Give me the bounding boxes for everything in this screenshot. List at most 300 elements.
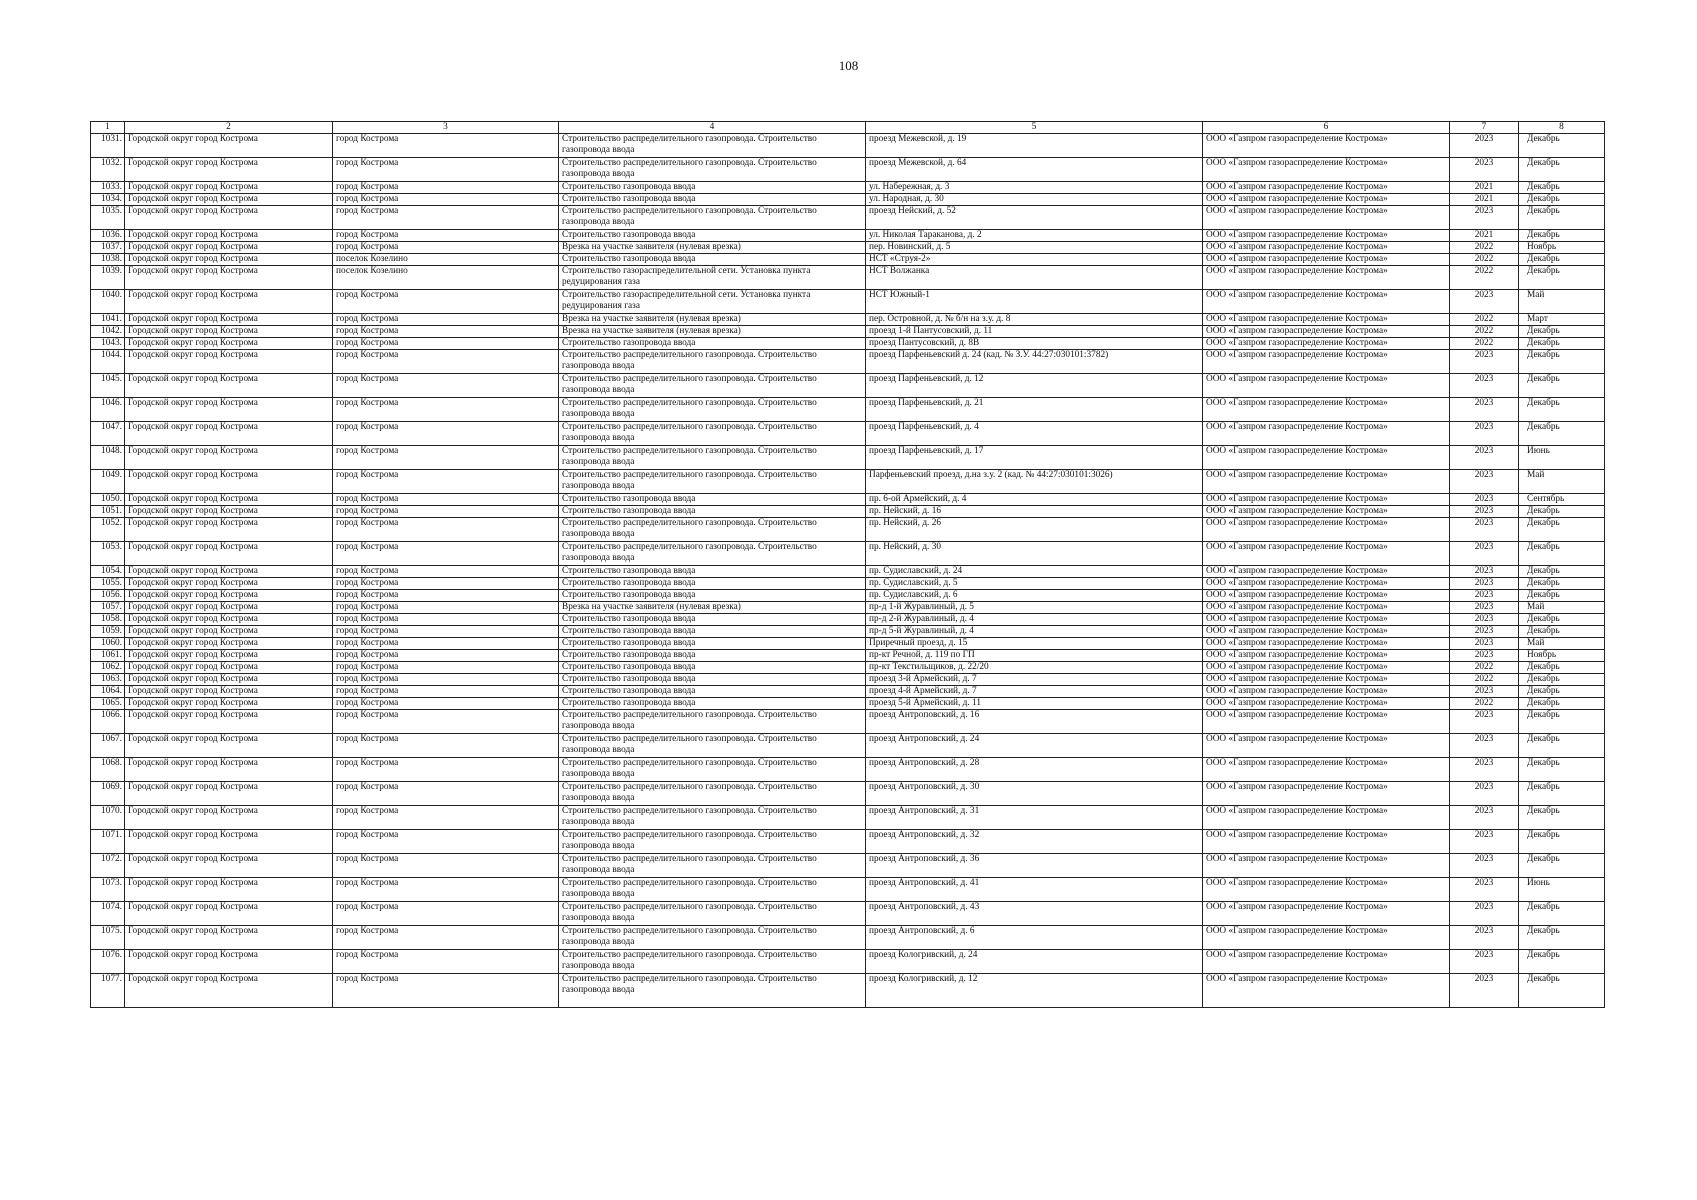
work-cell: Строительство газопровода ввода [559, 566, 866, 578]
year-cell: 2023 [1450, 806, 1519, 830]
locality-cell: город Кострома [333, 854, 559, 878]
table-row [91, 206, 1605, 230]
year-cell: 2023 [1450, 854, 1519, 878]
organization-cell: ООО «Газпром газораспределение Кострома» [1203, 566, 1450, 578]
organization-cell: ООО «Газпром газораспределение Кострома» [1203, 518, 1450, 542]
table-row [91, 182, 1605, 194]
district-cell: Городской округ город Кострома [125, 290, 333, 314]
address-cell: пр. Нейский, д. 16 [866, 506, 1203, 518]
table-row [91, 494, 1605, 506]
row-number: 1066. [91, 710, 125, 734]
district-cell: Городской округ город Кострома [125, 638, 333, 650]
month-cell: Декабрь [1519, 194, 1605, 206]
district-cell: Городской округ город Кострома [125, 314, 333, 326]
column-header: 8 [1519, 122, 1605, 134]
column-header: 3 [333, 122, 559, 134]
row-number: 1037. [91, 242, 125, 254]
table-row [91, 686, 1605, 698]
year-cell: 2023 [1450, 614, 1519, 626]
organization-cell: ООО «Газпром газораспределение Кострома» [1203, 926, 1450, 950]
month-cell: Декабрь [1519, 566, 1605, 578]
month-cell: Декабрь [1519, 266, 1605, 290]
address-cell: пер. Новинский, д. 5 [866, 242, 1203, 254]
address-cell: проезд Антроповский, д. 43 [866, 902, 1203, 926]
organization-cell: ООО «Газпром газораспределение Кострома» [1203, 494, 1450, 506]
locality-cell: город Кострома [333, 134, 559, 158]
locality-cell: город Кострома [333, 158, 559, 182]
column-header: 6 [1203, 122, 1450, 134]
month-cell: Декабрь [1519, 902, 1605, 926]
month-cell: Декабрь [1519, 542, 1605, 566]
work-cell: Строительство распределительного газопровода. Строительство газопровода ввода [559, 830, 866, 854]
district-cell: Городской округ город Кострома [125, 326, 333, 338]
work-cell: Строительство газораспределительной сети. Установка пункта редуцирования газа [559, 266, 866, 290]
district-cell: Городской округ город Кострома [125, 206, 333, 230]
district-cell: Городской округ город Кострома [125, 506, 333, 518]
table-row [91, 662, 1605, 674]
district-cell: Городской округ город Кострома [125, 446, 333, 470]
district-cell: Городской округ город Кострома [125, 194, 333, 206]
work-cell: Строительство газораспределительной сети. Установка пункта редуцирования газа [559, 290, 866, 314]
address-cell: проезд Кологривский, д. 24 [866, 950, 1203, 974]
row-number: 1060. [91, 638, 125, 650]
month-cell: Ноябрь [1519, 242, 1605, 254]
month-cell: Декабрь [1519, 590, 1605, 602]
row-number: 1058. [91, 614, 125, 626]
address-cell: проезд Парфеньевский, д. 17 [866, 446, 1203, 470]
district-cell: Городской округ город Кострома [125, 158, 333, 182]
work-cell: Строительство распределительного газопровода. Строительство газопровода ввода [559, 902, 866, 926]
work-cell: Строительство газопровода ввода [559, 638, 866, 650]
locality-cell: город Кострома [333, 950, 559, 974]
work-cell: Строительство распределительного газопровода. Строительство газопровода ввода [559, 806, 866, 830]
month-cell: Июнь [1519, 878, 1605, 902]
organization-cell: ООО «Газпром газораспределение Кострома» [1203, 446, 1450, 470]
row-number: 1039. [91, 266, 125, 290]
district-cell: Городской округ город Кострома [125, 590, 333, 602]
month-cell: Декабрь [1519, 734, 1605, 758]
work-cell: Строительство распределительного газопровода. Строительство газопровода ввода [559, 134, 866, 158]
month-cell: Декабрь [1519, 974, 1605, 1008]
month-cell: Ноябрь [1519, 650, 1605, 662]
address-cell: проезд Парфеньевский, д. 21 [866, 398, 1203, 422]
month-cell: Май [1519, 638, 1605, 650]
table-row [91, 506, 1605, 518]
year-cell: 2023 [1450, 134, 1519, 158]
year-cell: 2023 [1450, 782, 1519, 806]
month-cell: Март [1519, 314, 1605, 326]
organization-cell: ООО «Газпром газораспределение Кострома» [1203, 698, 1450, 710]
table-row [91, 806, 1605, 830]
table-row [91, 902, 1605, 926]
locality-cell: город Кострома [333, 830, 559, 854]
year-cell: 2023 [1450, 686, 1519, 698]
organization-cell: ООО «Газпром газораспределение Кострома» [1203, 854, 1450, 878]
organization-cell: ООО «Газпром газораспределение Кострома» [1203, 830, 1450, 854]
table-row [91, 350, 1605, 374]
locality-cell: город Кострома [333, 926, 559, 950]
organization-cell: ООО «Газпром газораспределение Кострома» [1203, 338, 1450, 350]
locality-cell: поселок Козелино [333, 254, 559, 266]
table-row [91, 446, 1605, 470]
work-cell: Строительство распределительного газопровода. Строительство газопровода ввода [559, 854, 866, 878]
organization-cell: ООО «Газпром газораспределение Кострома» [1203, 230, 1450, 242]
row-number: 1035. [91, 206, 125, 230]
work-cell: Строительство газопровода ввода [559, 662, 866, 674]
work-cell: Строительство распределительного газопровода. Строительство газопровода ввода [559, 734, 866, 758]
work-cell: Строительство распределительного газопровода. Строительство газопровода ввода [559, 974, 866, 1008]
row-number: 1049. [91, 470, 125, 494]
district-cell: Городской округ город Кострома [125, 602, 333, 614]
locality-cell: город Кострома [333, 350, 559, 374]
work-cell: Строительство газопровода ввода [559, 698, 866, 710]
year-cell: 2022 [1450, 326, 1519, 338]
district-cell: Городской округ город Кострома [125, 338, 333, 350]
organization-cell: ООО «Газпром газораспределение Кострома» [1203, 578, 1450, 590]
table-row [91, 650, 1605, 662]
year-cell: 2023 [1450, 602, 1519, 614]
year-cell: 2022 [1450, 674, 1519, 686]
address-cell: пр. Нейский, д. 26 [866, 518, 1203, 542]
work-cell: Строительство распределительного газопровода. Строительство газопровода ввода [559, 158, 866, 182]
work-cell: Строительство газопровода ввода [559, 626, 866, 638]
organization-cell: ООО «Газпром газораспределение Кострома» [1203, 206, 1450, 230]
month-cell: Декабрь [1519, 398, 1605, 422]
address-cell: ул. Набережная, д. 3 [866, 182, 1203, 194]
locality-cell: город Кострома [333, 686, 559, 698]
work-cell: Строительство газопровода ввода [559, 338, 866, 350]
row-number: 1073. [91, 878, 125, 902]
address-cell: проезд Антроповский, д. 36 [866, 854, 1203, 878]
work-cell: Строительство газопровода ввода [559, 494, 866, 506]
year-cell: 2022 [1450, 338, 1519, 350]
table-row [91, 290, 1605, 314]
organization-cell: ООО «Газпром газораспределение Кострома» [1203, 350, 1450, 374]
table-row [91, 590, 1605, 602]
work-cell: Строительство распределительного газопровода. Строительство газопровода ввода [559, 782, 866, 806]
work-cell: Строительство газопровода ввода [559, 590, 866, 602]
year-cell: 2023 [1450, 494, 1519, 506]
address-cell: проезд Антроповский, д. 24 [866, 734, 1203, 758]
organization-cell: ООО «Газпром газораспределение Кострома» [1203, 626, 1450, 638]
month-cell: Декабрь [1519, 326, 1605, 338]
work-cell: Строительство распределительного газопровода. Строительство газопровода ввода [559, 518, 866, 542]
locality-cell: город Кострома [333, 650, 559, 662]
work-cell: Строительство газопровода ввода [559, 230, 866, 242]
year-cell: 2023 [1450, 638, 1519, 650]
table-body [91, 134, 1605, 1008]
year-cell: 2023 [1450, 590, 1519, 602]
row-number: 1075. [91, 926, 125, 950]
district-cell: Городской округ город Кострома [125, 518, 333, 542]
address-cell: ул. Николая Тараканова, д. 2 [866, 230, 1203, 242]
row-number: 1076. [91, 950, 125, 974]
row-number: 1050. [91, 494, 125, 506]
locality-cell: город Кострома [333, 782, 559, 806]
work-cell: Строительство газопровода ввода [559, 614, 866, 626]
organization-cell: ООО «Газпром газораспределение Кострома» [1203, 902, 1450, 926]
table-row [91, 398, 1605, 422]
table-row [91, 638, 1605, 650]
address-cell: проезд Кологривский, д. 12 [866, 974, 1203, 1008]
district-cell: Городской округ город Кострома [125, 134, 333, 158]
address-cell: пр. 6-ой Армейский, д. 4 [866, 494, 1203, 506]
locality-cell: город Кострома [333, 194, 559, 206]
address-cell: проезд 1-й Пантусовский, д. 11 [866, 326, 1203, 338]
locality-cell: город Кострома [333, 182, 559, 194]
locality-cell: город Кострома [333, 698, 559, 710]
district-cell: Городской округ город Кострома [125, 494, 333, 506]
month-cell: Декабрь [1519, 626, 1605, 638]
month-cell: Май [1519, 290, 1605, 314]
month-cell: Декабрь [1519, 422, 1605, 446]
month-cell: Декабрь [1519, 686, 1605, 698]
month-cell: Декабрь [1519, 230, 1605, 242]
address-cell: проезд Пантусовский, д. 8В [866, 338, 1203, 350]
row-number: 1069. [91, 782, 125, 806]
organization-cell: ООО «Газпром газораспределение Кострома» [1203, 290, 1450, 314]
work-cell: Врезка на участке заявителя (нулевая врезка) [559, 242, 866, 254]
row-number: 1062. [91, 662, 125, 674]
table-row [91, 974, 1605, 1008]
locality-cell: поселок Козелино [333, 266, 559, 290]
organization-cell: ООО «Газпром газораспределение Кострома» [1203, 638, 1450, 650]
row-number: 1040. [91, 290, 125, 314]
month-cell: Декабрь [1519, 854, 1605, 878]
organization-cell: ООО «Газпром газораспределение Кострома» [1203, 662, 1450, 674]
address-cell: проезд Парфеньевский д. 24 (кад. № З.У. 44:27:030101:3782) [866, 350, 1203, 374]
organization-cell: ООО «Газпром газораспределение Кострома» [1203, 470, 1450, 494]
work-cell: Строительство распределительного газопровода. Строительство газопровода ввода [559, 206, 866, 230]
table-row [91, 614, 1605, 626]
address-cell: проезд Антроповский, д. 31 [866, 806, 1203, 830]
district-cell: Городской округ город Кострома [125, 422, 333, 446]
organization-cell: ООО «Газпром газораспределение Кострома» [1203, 158, 1450, 182]
column-number-row [91, 122, 1605, 134]
district-cell: Городской округ город Кострома [125, 350, 333, 374]
year-cell: 2021 [1450, 182, 1519, 194]
locality-cell: город Кострома [333, 974, 559, 1008]
row-number: 1045. [91, 374, 125, 398]
work-cell: Строительство распределительного газопровода. Строительство газопровода ввода [559, 710, 866, 734]
work-cell: Строительство распределительного газопровода. Строительство газопровода ввода [559, 398, 866, 422]
organization-cell: ООО «Газпром газораспределение Кострома» [1203, 398, 1450, 422]
locality-cell: город Кострома [333, 242, 559, 254]
month-cell: Декабрь [1519, 674, 1605, 686]
row-number: 1041. [91, 314, 125, 326]
year-cell: 2023 [1450, 578, 1519, 590]
district-cell: Городской округ город Кострома [125, 950, 333, 974]
work-cell: Строительство распределительного газопровода. Строительство газопровода ввода [559, 950, 866, 974]
row-number: 1047. [91, 422, 125, 446]
row-number: 1032. [91, 158, 125, 182]
column-header: 7 [1450, 122, 1519, 134]
locality-cell: город Кострома [333, 422, 559, 446]
organization-cell: ООО «Газпром газораспределение Кострома» [1203, 182, 1450, 194]
address-cell: проезд Антроповский, д. 30 [866, 782, 1203, 806]
month-cell: Май [1519, 470, 1605, 494]
locality-cell: город Кострома [333, 398, 559, 422]
locality-cell: город Кострома [333, 614, 559, 626]
row-number: 1074. [91, 902, 125, 926]
address-cell: Приречный проезд, д. 15 [866, 638, 1203, 650]
address-cell: проезд 3-й Армейский, д. 7 [866, 674, 1203, 686]
organization-cell: ООО «Газпром газораспределение Кострома» [1203, 542, 1450, 566]
month-cell: Декабрь [1519, 662, 1605, 674]
row-number: 1063. [91, 674, 125, 686]
district-cell: Городской округ город Кострома [125, 758, 333, 782]
address-cell: проезд Межевской, д. 64 [866, 158, 1203, 182]
locality-cell: город Кострома [333, 230, 559, 242]
year-cell: 2022 [1450, 662, 1519, 674]
organization-cell: ООО «Газпром газораспределение Кострома» [1203, 974, 1450, 1008]
address-cell: проезд Антроповский, д. 32 [866, 830, 1203, 854]
work-cell: Врезка на участке заявителя (нулевая врезка) [559, 602, 866, 614]
district-cell: Городской округ город Кострома [125, 230, 333, 242]
locality-cell: город Кострома [333, 314, 559, 326]
address-cell: проезд Нейский, д. 52 [866, 206, 1203, 230]
organization-cell: ООО «Газпром газораспределение Кострома» [1203, 590, 1450, 602]
work-cell: Строительство газопровода ввода [559, 686, 866, 698]
district-cell: Городской округ город Кострома [125, 698, 333, 710]
work-cell: Строительство газопровода ввода [559, 578, 866, 590]
row-number: 1043. [91, 338, 125, 350]
work-cell: Строительство газопровода ввода [559, 674, 866, 686]
row-number: 1048. [91, 446, 125, 470]
row-number: 1071. [91, 830, 125, 854]
month-cell: Сентябрь [1519, 494, 1605, 506]
district-cell: Городской округ город Кострома [125, 782, 333, 806]
year-cell: 2023 [1450, 518, 1519, 542]
organization-cell: ООО «Газпром газораспределение Кострома» [1203, 782, 1450, 806]
address-cell: пр. Судиславский, д. 5 [866, 578, 1203, 590]
month-cell: Май [1519, 602, 1605, 614]
district-cell: Городской округ город Кострома [125, 650, 333, 662]
address-cell: пр-д 1-й Журавлиный, д. 5 [866, 602, 1203, 614]
row-number: 1046. [91, 398, 125, 422]
work-cell: Строительство распределительного газопровода. Строительство газопровода ввода [559, 758, 866, 782]
locality-cell: город Кострома [333, 518, 559, 542]
year-cell: 2023 [1450, 650, 1519, 662]
work-cell: Строительство распределительного газопровода. Строительство газопровода ввода [559, 926, 866, 950]
year-cell: 2023 [1450, 566, 1519, 578]
table-row [91, 878, 1605, 902]
month-cell: Декабрь [1519, 338, 1605, 350]
organization-cell: ООО «Газпром газораспределение Кострома» [1203, 950, 1450, 974]
table-row [91, 470, 1605, 494]
locality-cell: город Кострома [333, 590, 559, 602]
year-cell: 2023 [1450, 830, 1519, 854]
table-row [91, 566, 1605, 578]
row-number: 1061. [91, 650, 125, 662]
district-cell: Городской округ город Кострома [125, 182, 333, 194]
district-cell: Городской округ город Кострома [125, 398, 333, 422]
work-cell: Строительство газопровода ввода [559, 650, 866, 662]
year-cell: 2022 [1450, 698, 1519, 710]
table-row [91, 674, 1605, 686]
organization-cell: ООО «Газпром газораспределение Кострома» [1203, 614, 1450, 626]
table-row [91, 698, 1605, 710]
work-cell: Строительство газопровода ввода [559, 506, 866, 518]
year-cell: 2023 [1450, 290, 1519, 314]
month-cell: Декабрь [1519, 134, 1605, 158]
locality-cell: город Кострома [333, 734, 559, 758]
row-number: 1068. [91, 758, 125, 782]
row-number: 1057. [91, 602, 125, 614]
row-number: 1064. [91, 686, 125, 698]
locality-cell: город Кострома [333, 338, 559, 350]
organization-cell: ООО «Газпром газораспределение Кострома» [1203, 650, 1450, 662]
year-cell: 2023 [1450, 734, 1519, 758]
table-row [91, 782, 1605, 806]
row-number: 1036. [91, 230, 125, 242]
district-cell: Городской округ город Кострома [125, 734, 333, 758]
locality-cell: город Кострома [333, 446, 559, 470]
work-cell: Строительство газопровода ввода [559, 182, 866, 194]
organization-cell: ООО «Газпром газораспределение Кострома» [1203, 674, 1450, 686]
district-cell: Городской округ город Кострома [125, 806, 333, 830]
district-cell: Городской округ город Кострома [125, 254, 333, 266]
locality-cell: город Кострома [333, 542, 559, 566]
table-row [91, 254, 1605, 266]
month-cell: Декабрь [1519, 518, 1605, 542]
month-cell: Декабрь [1519, 206, 1605, 230]
address-cell: ул. Народная, д. 30 [866, 194, 1203, 206]
work-cell: Строительство распределительного газопровода. Строительство газопровода ввода [559, 350, 866, 374]
district-cell: Городской округ город Кострома [125, 830, 333, 854]
organization-cell: ООО «Газпром газораспределение Кострома» [1203, 686, 1450, 698]
address-cell: проезд Парфеньевский, д. 4 [866, 422, 1203, 446]
district-cell: Городской округ город Кострома [125, 614, 333, 626]
year-cell: 2023 [1450, 422, 1519, 446]
work-cell: Строительство распределительного газопровода. Строительство газопровода ввода [559, 446, 866, 470]
work-cell: Врезка на участке заявителя (нулевая врезка) [559, 326, 866, 338]
year-cell: 2022 [1450, 254, 1519, 266]
row-number: 1033. [91, 182, 125, 194]
work-cell: Строительство распределительного газопровода. Строительство газопровода ввода [559, 470, 866, 494]
year-cell: 2021 [1450, 230, 1519, 242]
district-cell: Городской округ город Кострома [125, 578, 333, 590]
year-cell: 2023 [1450, 542, 1519, 566]
table-row [91, 374, 1605, 398]
address-cell: проезд Антроповский, д. 41 [866, 878, 1203, 902]
year-cell: 2023 [1450, 950, 1519, 974]
table-row [91, 194, 1605, 206]
table-row [91, 542, 1605, 566]
table-row [91, 314, 1605, 326]
work-cell: Строительство распределительного газопровода. Строительство газопровода ввода [559, 542, 866, 566]
year-cell: 2023 [1450, 710, 1519, 734]
address-cell: пр. Нейский, д. 30 [866, 542, 1203, 566]
month-cell: Декабрь [1519, 950, 1605, 974]
month-cell: Декабрь [1519, 758, 1605, 782]
address-cell: проезд 4-й Армейский, д. 7 [866, 686, 1203, 698]
year-cell: 2022 [1450, 242, 1519, 254]
work-cell: Строительство распределительного газопровода. Строительство газопровода ввода [559, 374, 866, 398]
address-cell: НСТ Волжанка [866, 266, 1203, 290]
month-cell: Декабрь [1519, 350, 1605, 374]
district-cell: Городской округ город Кострома [125, 974, 333, 1008]
address-cell: пр. Судиславский, д. 6 [866, 590, 1203, 602]
month-cell: Декабрь [1519, 614, 1605, 626]
page-number: 108 [838, 58, 859, 73]
locality-cell: город Кострома [333, 578, 559, 590]
table-row [91, 758, 1605, 782]
year-cell: 2021 [1450, 194, 1519, 206]
address-cell: НСТ «Струя-2» [866, 254, 1203, 266]
row-number: 1034. [91, 194, 125, 206]
organization-cell: ООО «Газпром газораспределение Кострома» [1203, 326, 1450, 338]
